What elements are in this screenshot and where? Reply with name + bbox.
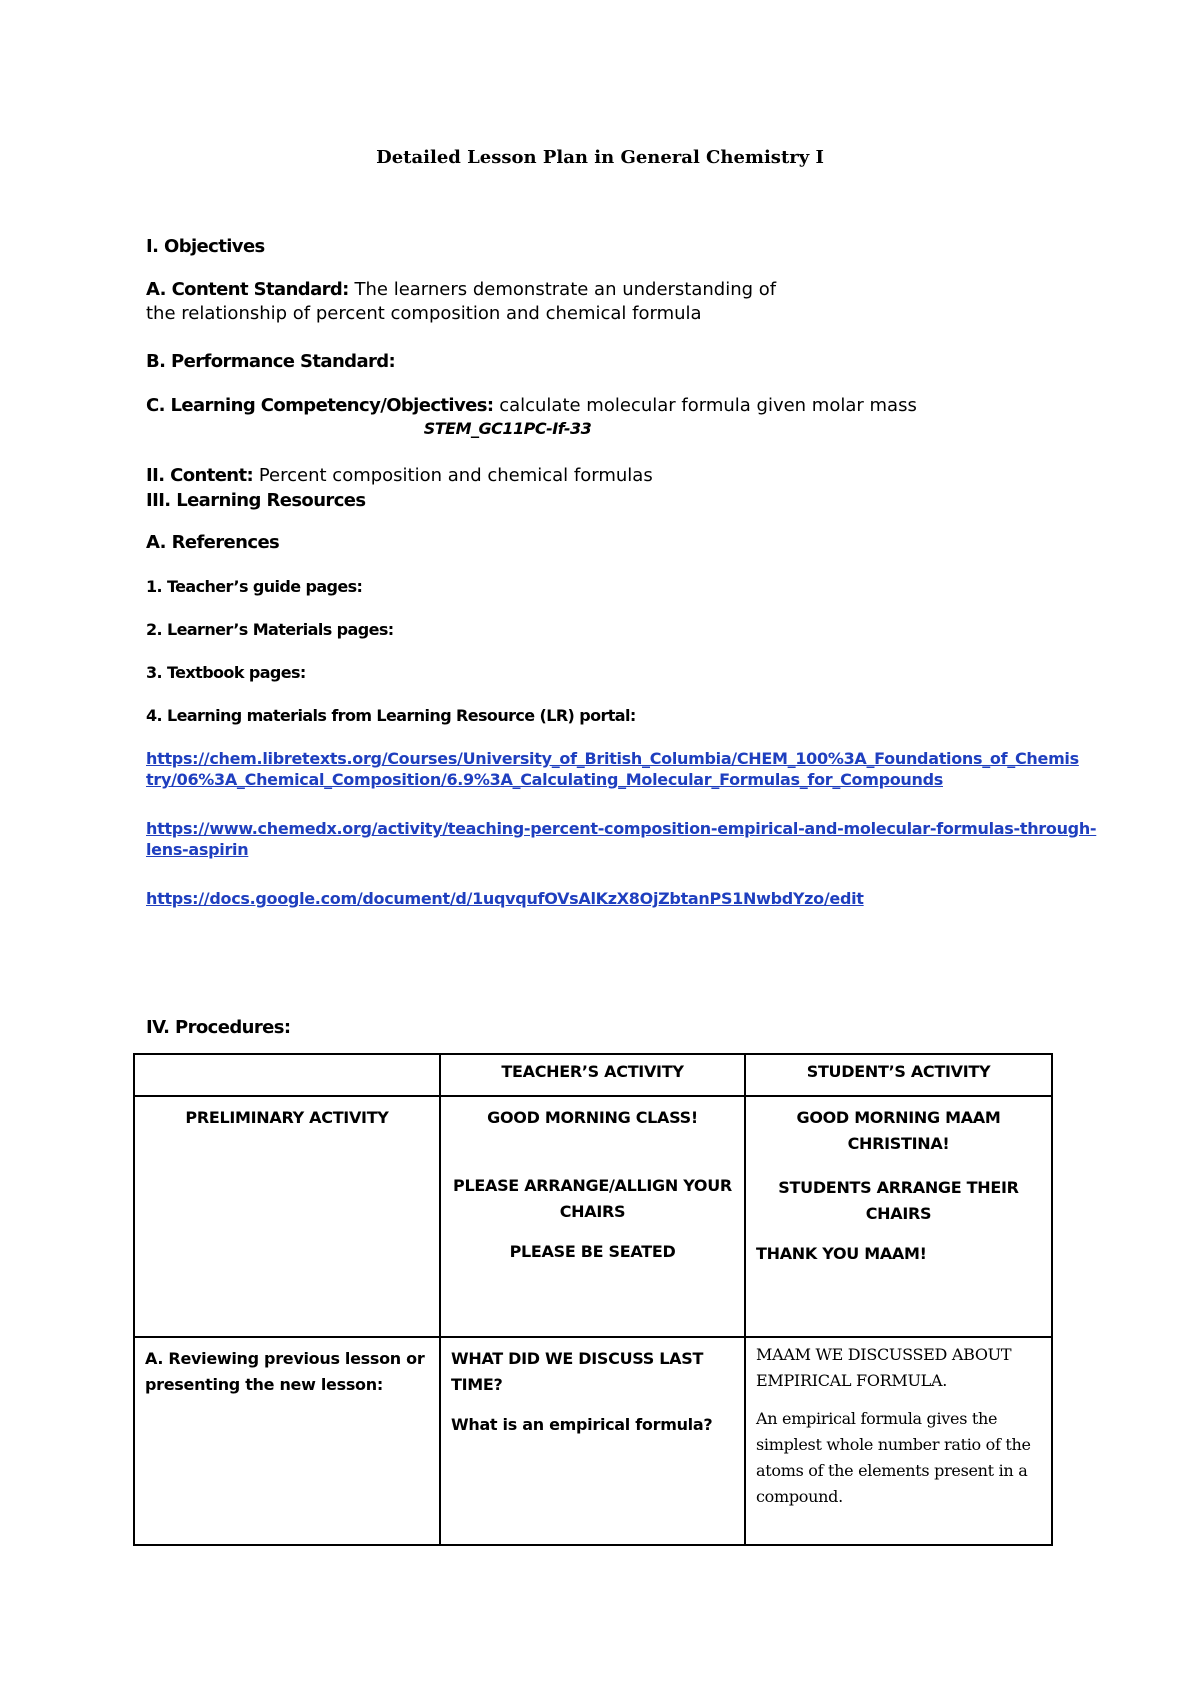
table-header-row — [134, 1054, 1052, 1096]
table-row-reviewing — [134, 1337, 1052, 1545]
teacher-arrange-chairs: PLEASE ARRANGE/ALLIGN YOUR CHAIRS — [453, 1176, 732, 1221]
row-label-reviewing: A. Reviewing previous lesson or presenting the new lesson: — [134, 1337, 440, 1545]
link-libretexts-line1[interactable]: https://chem.libretexts.org/Courses/University_of_British_Columbia/CHEM_100%3A_Foundations_of_Chemis — [146, 749, 1079, 768]
reference-lr-portal: 4. Learning materials from Learning Resource (LR) portal: — [146, 706, 636, 725]
teacher-review-question: WHAT DID WE DISCUSS LAST TIME? — [451, 1349, 704, 1394]
objectives-heading: I. Objectives — [146, 236, 265, 257]
competency-label: C. Learning Competency/Objectives: — [146, 395, 494, 416]
competency-code: STEM_GC11PC-If-33 — [423, 419, 592, 438]
row-label-preliminary: PRELIMINARY ACTIVITY — [134, 1096, 440, 1337]
link-google-docs[interactable] — [146, 888, 864, 909]
teacher-greeting: GOOD MORNING CLASS! — [487, 1108, 698, 1127]
content-label: II. Content: — [146, 465, 254, 486]
link-chemedx[interactable] — [146, 818, 1096, 860]
header-teachers-activity: TEACHER’S ACTIVITY — [440, 1054, 745, 1096]
reference-teachers-guide: 1. Teacher’s guide pages: — [146, 577, 363, 596]
content-standard — [146, 279, 776, 300]
learning-resources-heading: III. Learning Resources — [146, 490, 366, 511]
link-chemedx-line1[interactable]: https://www.chemedx.org/activity/teaching-percent-composition-empirical-and-molecular-formulas-through- — [146, 819, 1097, 838]
reference-learners-materials: 2. Learner’s Materials pages: — [146, 620, 394, 639]
teacher-be-seated: PLEASE BE SEATED — [509, 1242, 676, 1261]
student-thank-you: THANK YOU MAAM! — [756, 1244, 927, 1263]
procedures-heading: IV. Procedures: — [146, 1017, 291, 1038]
link-libretexts-line2[interactable]: try/06%3A_Chemical_Composition/6.9%3A_Calculating_Molecular_Formulas_for_Compounds — [146, 770, 943, 789]
content-line — [146, 465, 653, 486]
link-google-docs-text[interactable]: https://docs.google.com/document/d/1uqvqufOVsAlKzX8OjZbtanPS1NwbdYzo/edit — [146, 889, 864, 908]
student-greeting: GOOD MORNING MAAM CHRISTINA! — [796, 1108, 1001, 1153]
student-reviewing-cell — [745, 1337, 1052, 1545]
link-chemedx-line2[interactable]: lens-aspirin — [146, 840, 249, 859]
content-standard-text: The learners demonstrate an understanding of — [348, 279, 777, 300]
document-title: Detailed Lesson Plan in General Chemistry I — [376, 147, 824, 168]
student-preliminary-cell — [745, 1096, 1052, 1337]
performance-standard-label: B. Performance Standard: — [146, 351, 396, 372]
student-arrange-chairs: STUDENTS ARRANGE THEIR CHAIRS — [778, 1178, 1019, 1223]
learning-competency — [146, 395, 917, 416]
teacher-empirical-question: What is an empirical formula? — [451, 1415, 713, 1434]
student-empirical-definition: An empirical formula gives the simplest whole number ratio of the atoms of the elements present in a compound. — [756, 1409, 1031, 1506]
content-standard-label: A. Content Standard: — [146, 279, 349, 300]
procedures-table — [133, 1053, 1053, 1546]
content-standard-text-continued: the relationship of percent composition and chemical formula — [146, 303, 702, 324]
teacher-reviewing-cell — [440, 1337, 745, 1545]
competency-text: calculate molecular formula given molar mass — [493, 395, 917, 416]
student-review-answer: MAAM WE DISCUSSED ABOUT EMPIRICAL FORMULA. — [756, 1345, 1012, 1390]
content-text: Percent composition and chemical formulas — [253, 465, 653, 486]
link-libretexts[interactable] — [146, 748, 1079, 790]
table-row-preliminary — [134, 1096, 1052, 1337]
header-students-activity: STUDENT’S ACTIVITY — [745, 1054, 1052, 1096]
teacher-preliminary-cell — [440, 1096, 745, 1337]
reference-textbook: 3. Textbook pages: — [146, 663, 306, 682]
references-heading: A. References — [146, 532, 280, 553]
header-cell-empty — [134, 1054, 440, 1096]
